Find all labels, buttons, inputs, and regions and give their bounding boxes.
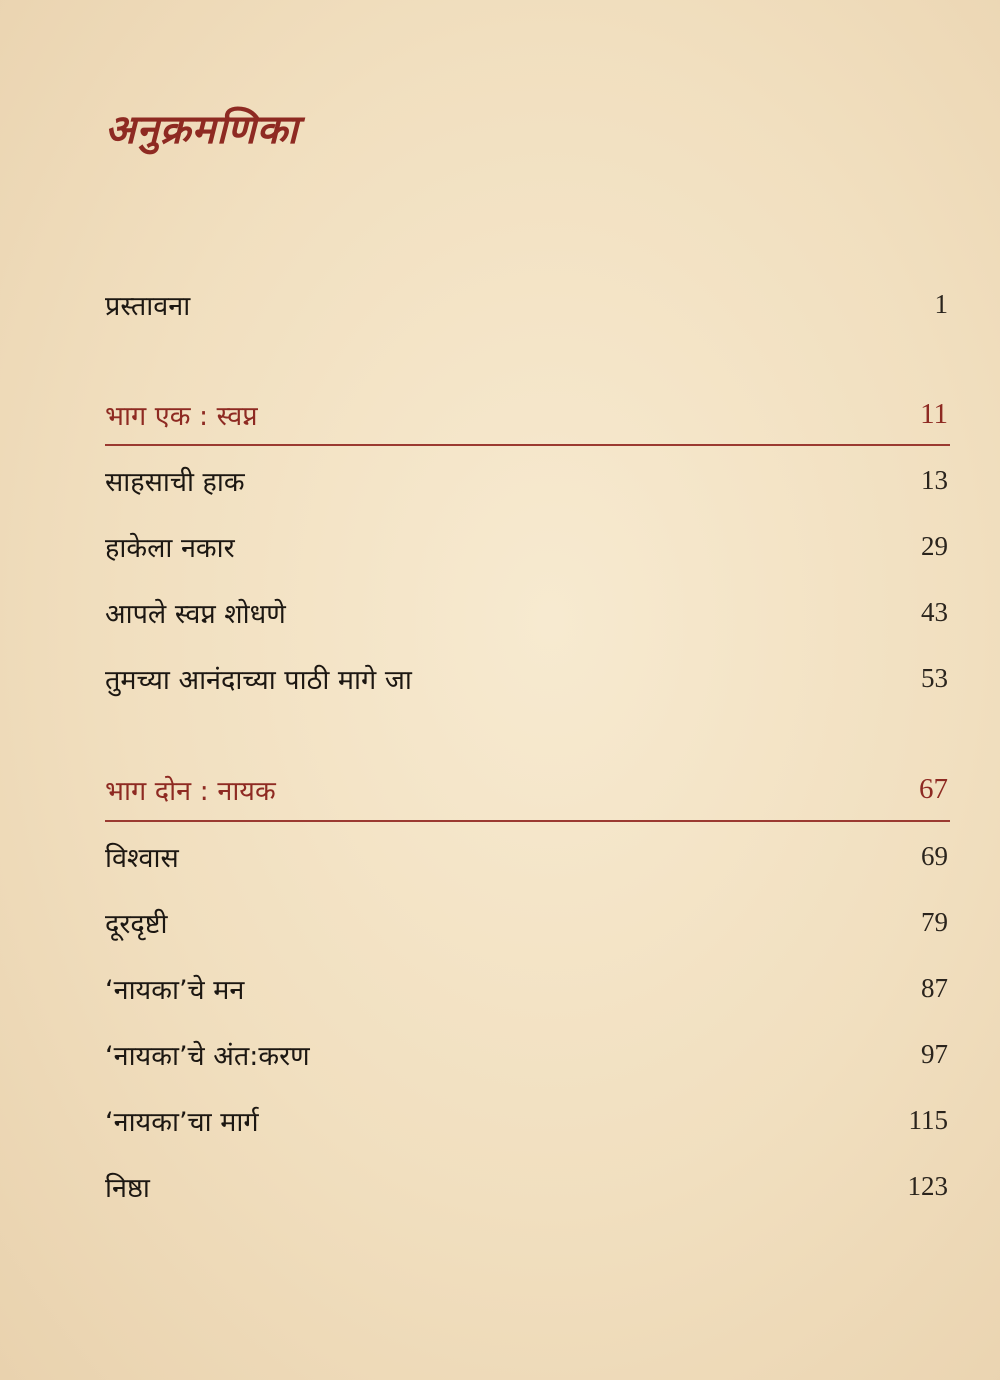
- toc-entry-page: 115: [908, 1104, 948, 1135]
- toc-entry-label: आपले स्वप्न शोधणे: [105, 598, 286, 630]
- toc-entry: [105, 1098, 948, 1142]
- toc-entry-page: 123: [907, 1170, 948, 1201]
- toc-entry-label: ‘नायका’चे मन: [105, 974, 245, 1006]
- toc-entry: [105, 524, 948, 568]
- toc-part-label: भाग एक : स्वप्न: [105, 400, 258, 432]
- toc-entry: [105, 656, 948, 700]
- toc-entry-label: दूरदृष्टी: [105, 908, 168, 940]
- page-title: अनुक्रमणिका: [105, 106, 299, 153]
- toc-part-page: 67: [919, 772, 948, 805]
- toc-entry: [105, 1032, 948, 1076]
- toc-entry: [105, 834, 948, 878]
- toc-part-label: भाग दोन : नायक: [105, 775, 276, 807]
- toc-part-page: 11: [920, 397, 948, 430]
- toc-entry-page: 43: [921, 596, 948, 627]
- toc-entry-label: प्रस्तावना: [105, 290, 191, 322]
- toc-part-two: [105, 767, 948, 811]
- toc-entry-page: 97: [921, 1038, 948, 1069]
- toc-entry-page: 53: [921, 662, 948, 693]
- toc-entry-label: साहसाची हाक: [105, 466, 245, 498]
- toc-entry-preface: [105, 282, 948, 326]
- part-divider: [105, 820, 950, 822]
- toc-entry: [105, 900, 948, 944]
- toc-entry: [105, 1164, 948, 1208]
- toc-entry-label: ‘नायका’चे अंत:करण: [105, 1040, 310, 1072]
- toc-entry-label: ‘नायका’चा मार्ग: [105, 1106, 259, 1138]
- part-divider: [105, 444, 950, 446]
- toc-entry-label: हाकेला नकार: [105, 532, 235, 564]
- toc-entry: [105, 590, 948, 634]
- toc-entry-label: निष्ठा: [105, 1172, 150, 1204]
- toc-entry-label: विश्वास: [105, 842, 179, 874]
- toc-entry-page: 87: [921, 972, 948, 1003]
- toc-part-one: [105, 392, 948, 436]
- toc-entry: [105, 966, 948, 1010]
- toc-entry-page: 13: [921, 464, 948, 495]
- toc-entry-page: 79: [921, 906, 948, 937]
- toc-entry-page: 69: [921, 840, 948, 871]
- toc-entry-page: 29: [921, 530, 948, 561]
- toc-entry-page: 1: [934, 288, 948, 319]
- toc-entry-label: तुमच्या आनंदाच्या पाठी मागे जा: [105, 664, 412, 696]
- toc-entry: [105, 458, 948, 502]
